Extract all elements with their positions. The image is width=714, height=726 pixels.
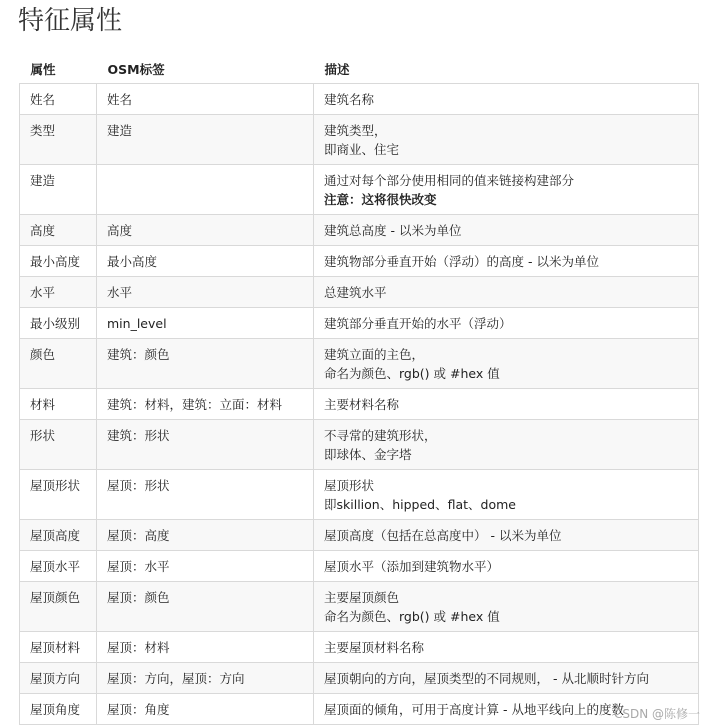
attribute-cell: 高度 xyxy=(20,215,97,246)
table-row xyxy=(20,165,699,215)
description-line: 建筑总高度 - 以米为单位 xyxy=(324,223,462,238)
attribute-cell: 颜色 xyxy=(20,339,97,389)
osm-tag-cell: 屋顶：角度 xyxy=(97,694,314,725)
attribute-cell: 屋顶方向 xyxy=(20,663,97,694)
description-cell xyxy=(314,470,699,520)
table-row xyxy=(20,551,699,582)
description-cell xyxy=(314,165,699,215)
description-line: 建筑名称 xyxy=(324,92,375,107)
osm-tag-cell: 屋顶：水平 xyxy=(97,551,314,582)
table-row xyxy=(20,694,699,725)
osm-tag-cell: 建筑：形状 xyxy=(97,420,314,470)
description-cell xyxy=(314,632,699,663)
attribute-cell: 建造 xyxy=(20,165,97,215)
description-note: 注意：这将很快改变 xyxy=(324,192,437,207)
osm-tag-cell: 屋顶：材料 xyxy=(97,632,314,663)
attribute-cell: 最小高度 xyxy=(20,246,97,277)
table-row xyxy=(20,84,699,115)
osm-tag-cell: 屋顶：形状 xyxy=(97,470,314,520)
table-row xyxy=(20,470,699,520)
description-line: 通过对每个部分使用相同的值来链接构建部分 xyxy=(324,173,575,188)
description-line: 建筑部分垂直开始的水平（浮动） xyxy=(324,316,512,331)
osm-tag-cell: 建筑：颜色 xyxy=(97,339,314,389)
description-line: 屋顶高度（包括在总高度中） - 以米为单位 xyxy=(324,528,562,543)
osm-tag-cell: 建造 xyxy=(97,115,314,165)
attribute-cell: 材料 xyxy=(20,389,97,420)
osm-tag-cell: 屋顶：高度 xyxy=(97,520,314,551)
attribute-cell: 屋顶高度 xyxy=(20,520,97,551)
osm-tag-cell: 高度 xyxy=(97,215,314,246)
table-row xyxy=(20,389,699,420)
attribute-cell: 屋顶角度 xyxy=(20,694,97,725)
attribute-cell: 类型 xyxy=(20,115,97,165)
attribute-cell: 最小级别 xyxy=(20,308,97,339)
description-line: 屋顶朝向的方向，屋顶类型的不同规则， - 从北顺时针方向 xyxy=(324,671,649,686)
description-cell xyxy=(314,520,699,551)
osm-tag-cell: 屋顶：颜色 xyxy=(97,582,314,632)
description-line: 建筑物部分垂直开始（浮动）的高度 - 以米为单位 xyxy=(324,254,599,269)
table-row xyxy=(20,215,699,246)
description-line: 即商业、住宅 xyxy=(324,142,400,157)
description-line: 命名为颜色、rgb() 或 #hex 值 xyxy=(324,609,500,624)
column-header-description: 描述 xyxy=(324,62,350,77)
table-row xyxy=(20,115,699,165)
description-line: 主要屋顶材料名称 xyxy=(324,640,425,655)
watermark: CSDN @陈修一 xyxy=(613,707,700,721)
column-header-attribute: 属性 xyxy=(30,62,56,77)
description-line: 即skillion、hipped、flat、dome xyxy=(324,497,516,512)
description-cell xyxy=(314,277,699,308)
table-row xyxy=(20,308,699,339)
attribute-cell: 姓名 xyxy=(20,84,97,115)
attribute-cell: 屋顶颜色 xyxy=(20,582,97,632)
description-line: 命名为颜色、rgb() 或 #hex 值 xyxy=(324,366,500,381)
description-cell xyxy=(314,339,699,389)
description-line: 建筑类型， xyxy=(324,123,387,138)
description-cell xyxy=(314,582,699,632)
description-cell xyxy=(314,663,699,694)
attribute-cell: 屋顶材料 xyxy=(20,632,97,663)
attribute-cell: 屋顶形状 xyxy=(20,470,97,520)
description-line: 不寻常的建筑形状， xyxy=(324,428,437,443)
description-cell xyxy=(314,115,699,165)
table-row xyxy=(20,582,699,632)
description-cell xyxy=(314,84,699,115)
osm-tag-cell: 水平 xyxy=(97,277,314,308)
attribute-cell: 水平 xyxy=(20,277,97,308)
section-title: 特征属性 xyxy=(18,6,123,36)
description-cell xyxy=(314,308,699,339)
description-line: 总建筑水平 xyxy=(324,285,387,300)
attribute-cell: 屋顶水平 xyxy=(20,551,97,582)
osm-tag-cell: 建筑：材料，建筑：立面：材料 xyxy=(97,389,314,420)
table-row xyxy=(20,632,699,663)
table-row xyxy=(20,246,699,277)
description-cell xyxy=(314,551,699,582)
description-line: 即球体、金字塔 xyxy=(324,447,412,462)
table-row xyxy=(20,420,699,470)
attribute-cell: 形状 xyxy=(20,420,97,470)
description-cell xyxy=(314,389,699,420)
table-row xyxy=(20,277,699,308)
feature-attributes-table xyxy=(19,55,699,725)
description-cell xyxy=(314,420,699,470)
osm-tag-cell: 屋顶：方向，屋顶：方向 xyxy=(97,663,314,694)
description-cell xyxy=(314,246,699,277)
osm-tag-cell: min_level xyxy=(97,308,314,339)
table-row xyxy=(20,520,699,551)
description-line: 建筑立面的主色， xyxy=(324,347,425,362)
table-row xyxy=(20,663,699,694)
description-line: 屋顶水平（添加到建筑物水平） xyxy=(324,559,500,574)
description-cell xyxy=(314,215,699,246)
osm-tag-cell: 姓名 xyxy=(97,84,314,115)
osm-tag-cell xyxy=(97,165,314,215)
table-header-row xyxy=(20,55,699,84)
osm-tag-cell: 最小高度 xyxy=(97,246,314,277)
description-line: 主要屋顶颜色 xyxy=(324,590,400,605)
description-line: 屋顶面的倾角，可用于高度计算 - 从地平线向上的度数 xyxy=(324,702,624,717)
table-row xyxy=(20,339,699,389)
column-header-osm-tag: OSM标签 xyxy=(107,62,165,77)
description-line: 主要材料名称 xyxy=(324,397,400,412)
description-line: 屋顶形状 xyxy=(324,478,375,493)
